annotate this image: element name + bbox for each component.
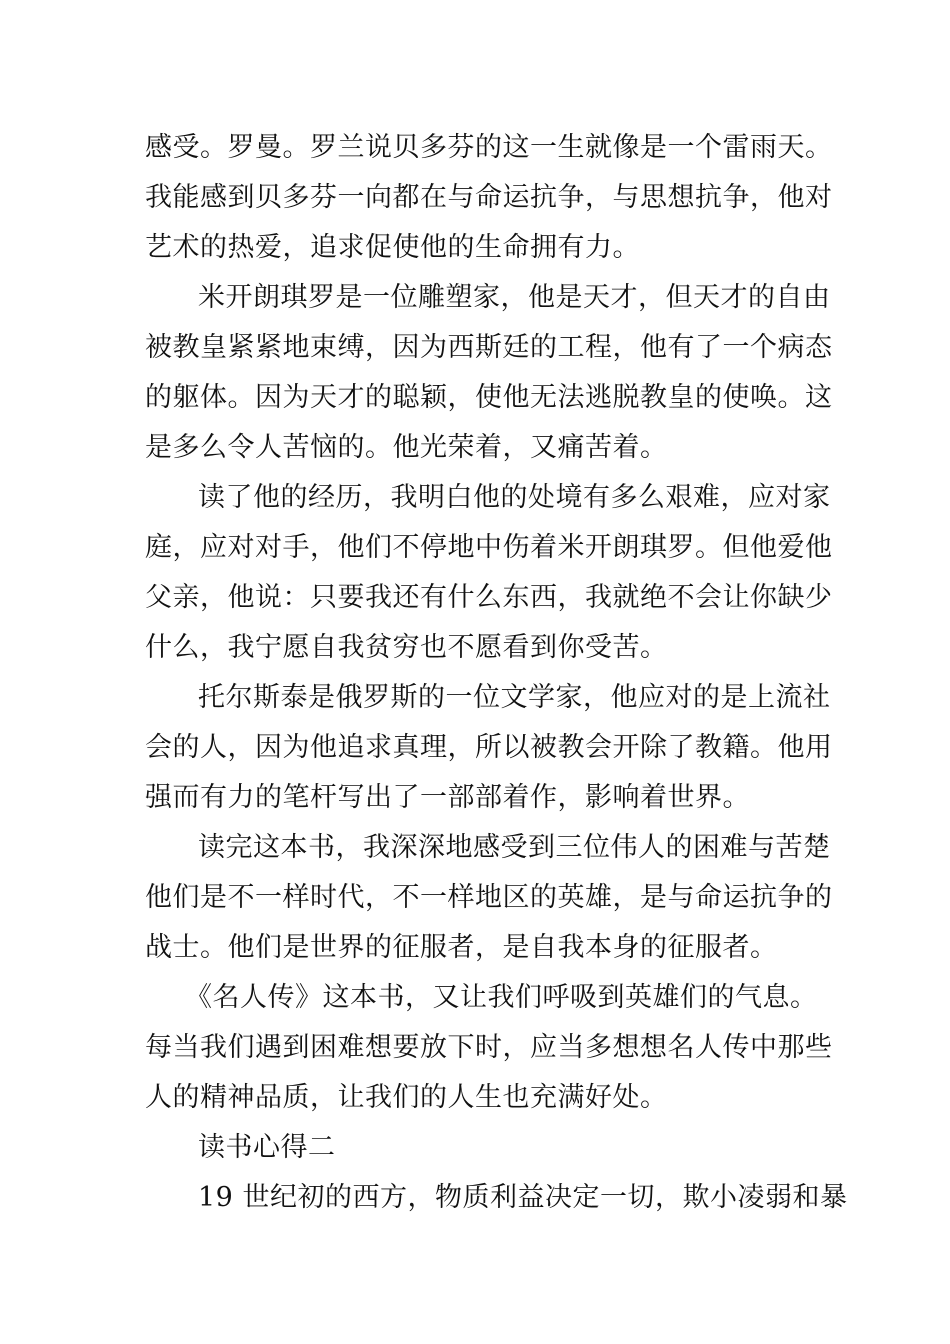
text-line: 感受。罗曼。罗兰说贝多芬的这一生就像是一个雷雨天。 (145, 132, 833, 163)
text-line: 是多么令人苦恼的。他光荣着，又痛苦着。 (145, 432, 668, 463)
text-line: 战士。他们是世界的征服者，是自我本身的征服者。 (145, 932, 778, 963)
paragraph-first-line: 《名人传》这本书，又让我们呼吸到英雄们的气息。 (185, 982, 818, 1013)
text-line: 被教皇紧紧地束缚，因为西斯廷的工程，他有了一个病态 (145, 332, 833, 363)
text-line: 什么，我宁愿自我贫穷也不愿看到你受苦。 (145, 632, 668, 663)
text-line: 强而有力的笔杆写出了一部部着作，影响着世界。 (145, 782, 750, 813)
paragraph-first-line: 读完这本书，我深深地感受到三位伟人的困难与苦楚 (198, 832, 831, 863)
text-line: 父亲，他说：只要我还有什么东西，我就绝不会让你缺少 (145, 582, 833, 613)
paragraph-first-line: 托尔斯泰是俄罗斯的一位文学家，他应对的是上流社 (198, 682, 831, 713)
text-line: 艺术的热爱，追求促使他的生命拥有力。 (145, 232, 640, 263)
text-line: 庭，应对对手，他们不停地中伤着米开朗琪罗。但他爱他 (145, 532, 833, 563)
text-line: 的躯体。因为天才的聪颖，使他无法逃脱教皇的使唤。这 (145, 382, 833, 413)
paragraph-first-line: 读了他的经历，我明白他的处境有多么艰难，应对家 (198, 482, 831, 513)
text-line: 会的人，因为他追求真理，所以被教会开除了教籍。他用 (145, 732, 833, 763)
text-line: 他们是不一样时代，不一样地区的英雄，是与命运抗争的 (145, 882, 833, 913)
paragraph-first-line: 米开朗琪罗是一位雕塑家，他是天才，但天才的自由 (198, 282, 831, 313)
text-line: 每当我们遇到困难想要放下时，应当多想想名人传中那些 (145, 1032, 833, 1063)
text-line: 我能感到贝多芬一向都在与命运抗争，与思想抗争，他对 (145, 182, 833, 213)
text-line: 人的精神品质，让我们的人生也充满好处。 (145, 1082, 668, 1113)
section-heading: 读书心得二 (198, 1132, 336, 1163)
paragraph-first-line: 19 世纪初的西方，物质利益决定一切，欺小凌弱和暴 (198, 1182, 848, 1213)
